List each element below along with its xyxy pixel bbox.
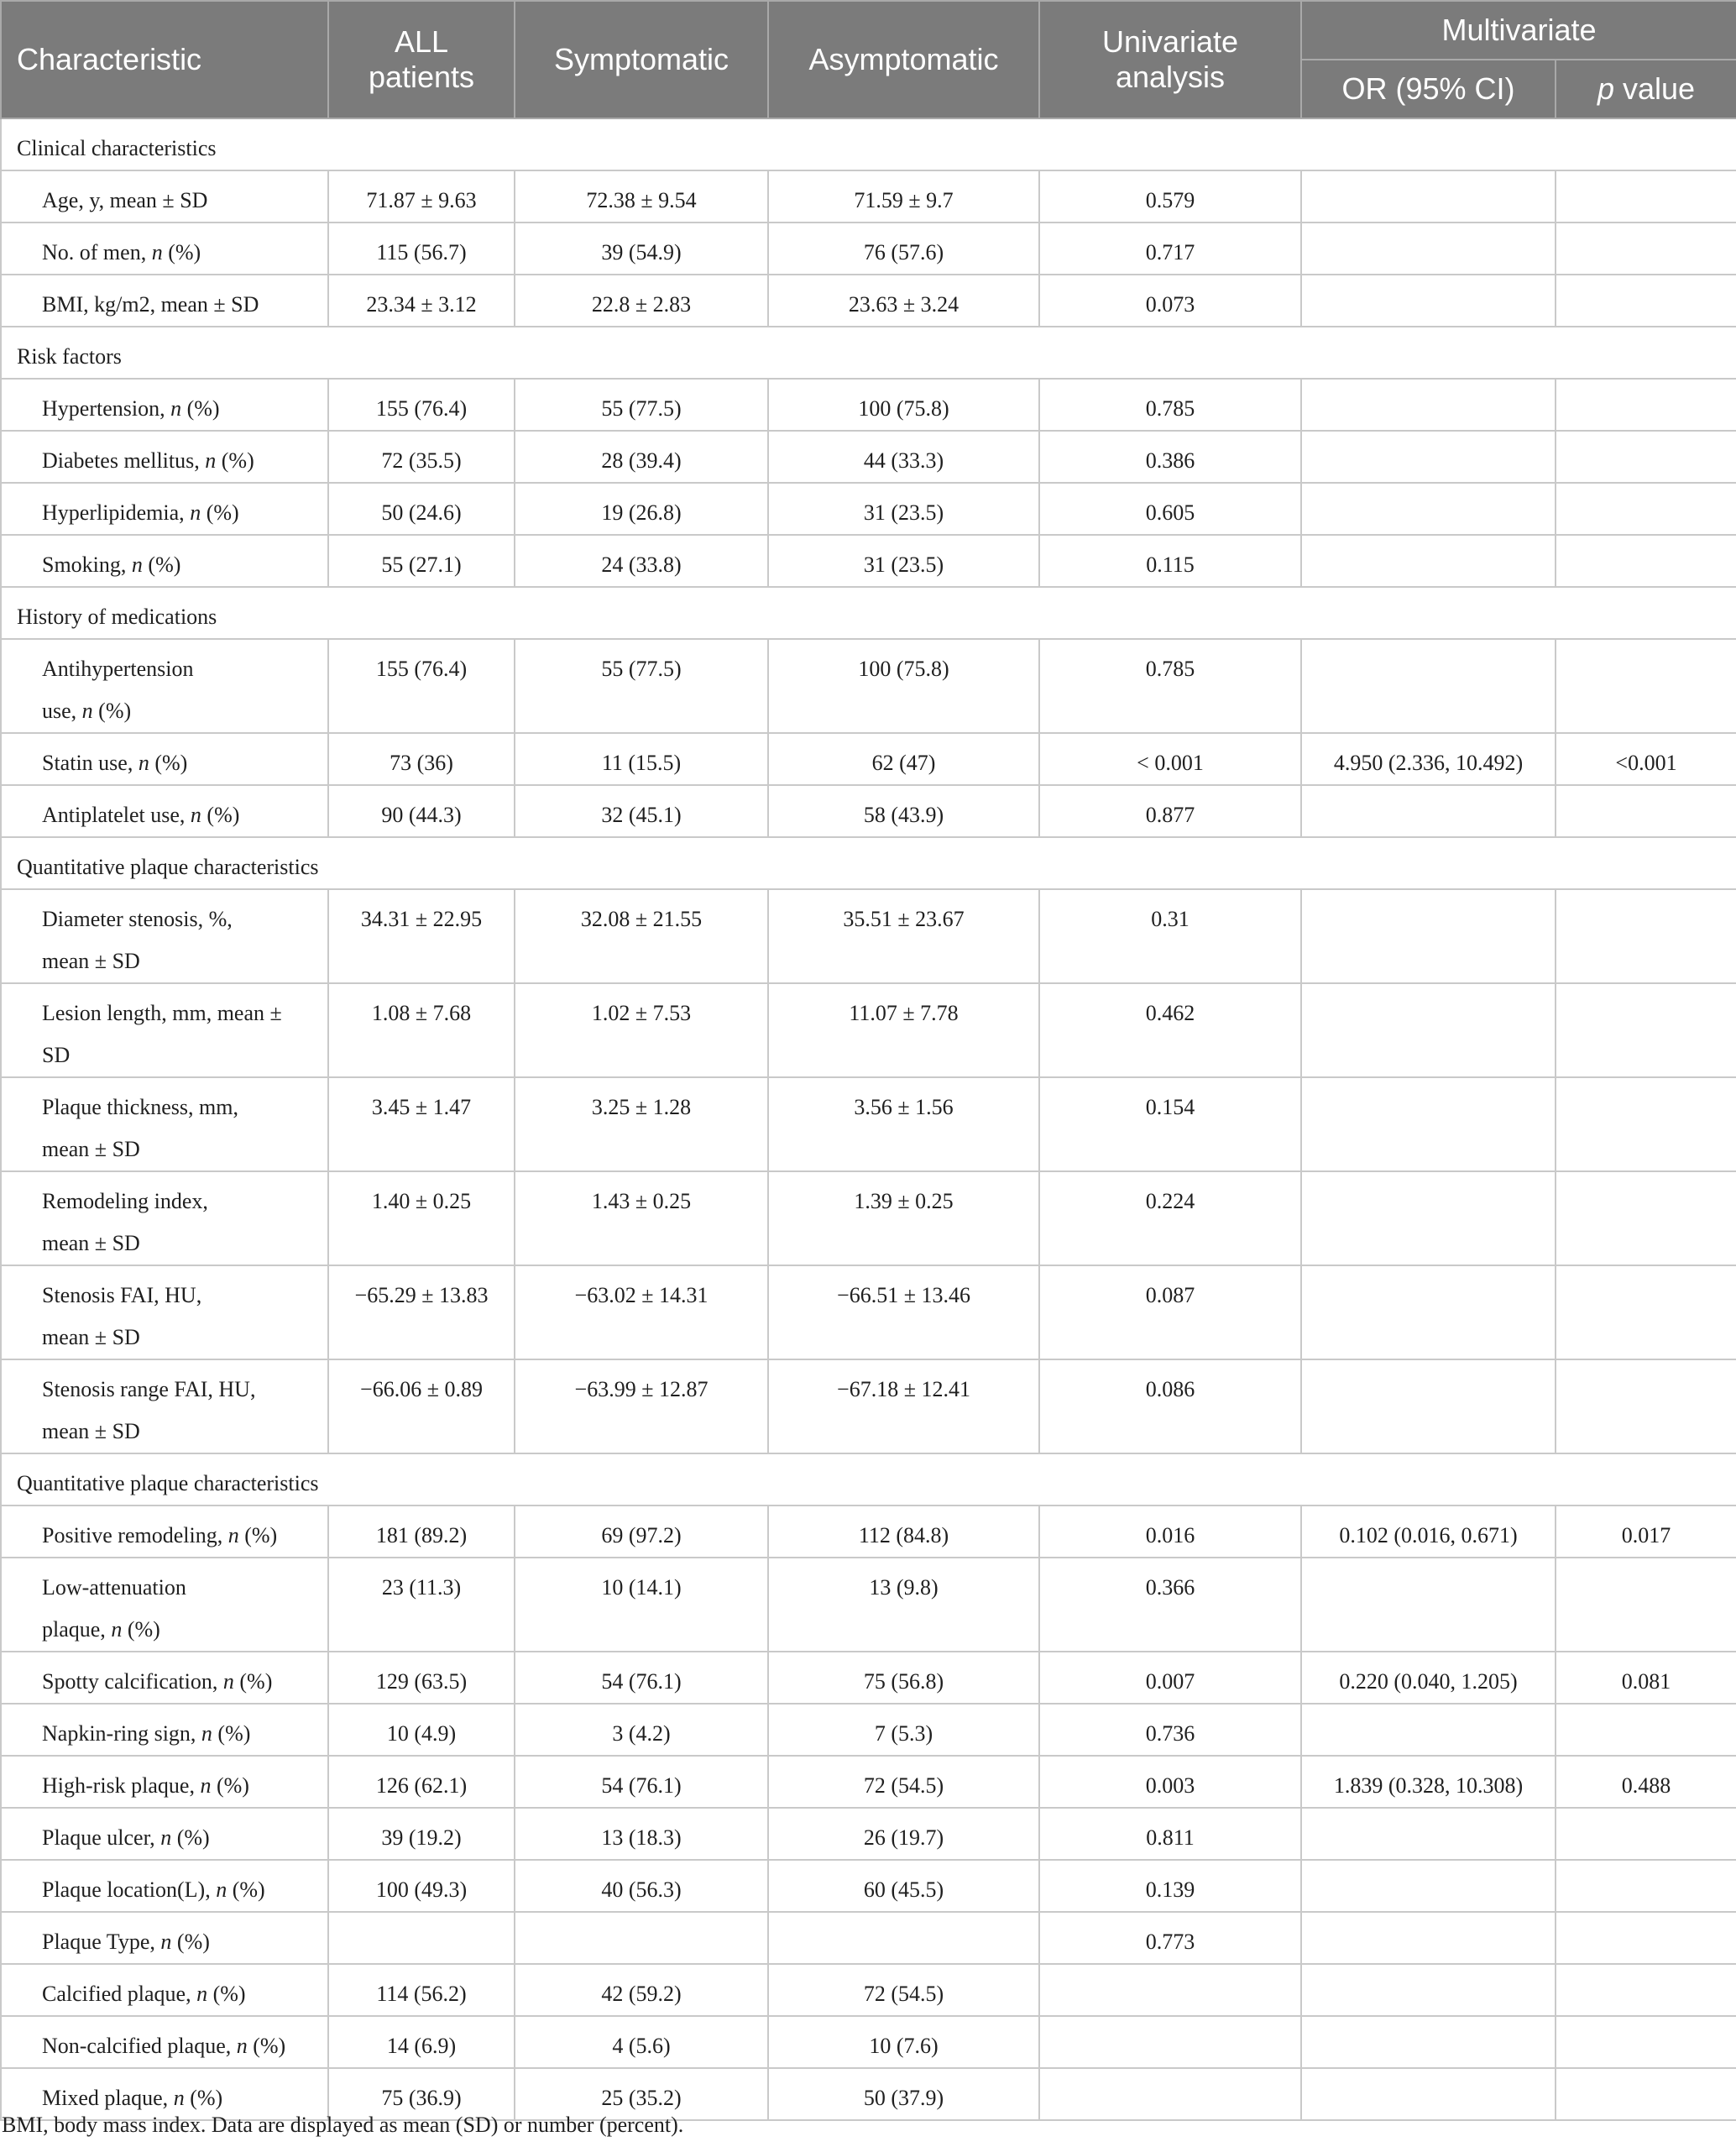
header-asymptomatic: Asymptomatic [768,1,1039,118]
cell-asymptomatic: −66.51 ± 13.46 [768,1265,1039,1359]
cell-symptomatic: 22.8 ± 2.83 [515,275,768,327]
table-row [1,1912,1736,1964]
cell-all-patients: 100 (49.3) [328,1860,515,1912]
section-row [1,118,1736,170]
cell-asymptomatic: 72 (54.5) [768,1964,1039,2016]
cell-symptomatic [515,1912,768,1964]
section-row [1,837,1736,889]
cell-symptomatic: 39 (54.9) [515,223,768,275]
cell-symptomatic: −63.99 ± 12.87 [515,1359,768,1453]
cell-p-value [1556,2068,1736,2120]
cell-univariate: 0.154 [1039,1077,1301,1171]
cell-univariate [1039,2068,1301,2120]
row-label [1,1171,328,1265]
cell-or-ci [1301,983,1556,1077]
cell-all-patients: 1.40 ± 0.25 [328,1171,515,1265]
cell-or-ci [1301,1077,1556,1171]
row-label: Mixed plaque, n (%) [1,2068,328,2120]
row-label-line-2: mean ± SD [42,1419,140,1443]
cell-univariate [1039,2016,1301,2068]
cell-univariate: 0.462 [1039,983,1301,1077]
section-title: Quantitative plaque characteristics [1,837,1736,889]
cell-univariate: 0.877 [1039,785,1301,837]
cell-univariate: 0.386 [1039,431,1301,483]
cell-symptomatic: 72.38 ± 9.54 [515,170,768,223]
row-label-line-1: Remodeling index, [42,1189,208,1213]
cell-p-value [1556,1912,1736,1964]
cell-or-ci [1301,275,1556,327]
cell-symptomatic: 13 (18.3) [515,1808,768,1860]
section-row [1,327,1736,379]
cell-asymptomatic: 112 (84.8) [768,1506,1039,1558]
cell-p-value [1556,275,1736,327]
cell-asymptomatic: 10 (7.6) [768,2016,1039,2068]
row-label: Positive remodeling, n (%) [1,1506,328,1558]
cell-p-value [1556,379,1736,431]
cell-all-patients: 72 (35.5) [328,431,515,483]
cell-all-patients: 23 (11.3) [328,1558,515,1652]
cell-univariate: 0.785 [1039,379,1301,431]
cell-asymptomatic: 60 (45.5) [768,1860,1039,1912]
cell-symptomatic: 19 (26.8) [515,483,768,535]
table-row [1,1964,1736,2016]
header-p-rest: value [1613,71,1696,106]
cell-or-ci [1301,2016,1556,2068]
cell-symptomatic: 54 (76.1) [515,1652,768,1704]
cell-or-ci [1301,1704,1556,1756]
row-label: Non-calcified plaque, n (%) [1,2016,328,2068]
cell-p-value [1556,983,1736,1077]
section-row [1,587,1736,639]
cell-or-ci [1301,1359,1556,1453]
cell-p-value: 0.017 [1556,1506,1736,1558]
cell-all-patients: 55 (27.1) [328,535,515,587]
cell-asymptomatic: 11.07 ± 7.78 [768,983,1039,1077]
cell-univariate: 0.605 [1039,483,1301,535]
cell-all-patients: 23.34 ± 3.12 [328,275,515,327]
cell-all-patients: 50 (24.6) [328,483,515,535]
row-label: Age, y, mean ± SD [1,170,328,223]
row-label-line-2: SD [42,1043,71,1067]
row-label: Plaque location(L), n (%) [1,1860,328,1912]
cell-p-value [1556,1964,1736,2016]
cell-symptomatic: 55 (77.5) [515,379,768,431]
cell-univariate: 0.773 [1039,1912,1301,1964]
cell-univariate: 0.579 [1039,170,1301,223]
table-row [1,1359,1736,1453]
row-label [1,1359,328,1453]
cell-or-ci: 0.102 (0.016, 0.671) [1301,1506,1556,1558]
cell-or-ci [1301,170,1556,223]
cell-all-patients: 1.08 ± 7.68 [328,983,515,1077]
cell-univariate: 0.31 [1039,889,1301,983]
cell-univariate: 0.224 [1039,1171,1301,1265]
table-row [1,431,1736,483]
cell-symptomatic: 3.25 ± 1.28 [515,1077,768,1171]
cell-symptomatic: 55 (77.5) [515,639,768,733]
cell-p-value [1556,1860,1736,1912]
cell-all-patients: 115 (56.7) [328,223,515,275]
cell-asymptomatic: 58 (43.9) [768,785,1039,837]
cell-asymptomatic: 100 (75.8) [768,639,1039,733]
cell-p-value: <0.001 [1556,733,1736,785]
row-label: Plaque Type, n (%) [1,1912,328,1964]
cell-univariate: 0.115 [1039,535,1301,587]
row-label [1,1077,328,1171]
cell-univariate: 0.086 [1039,1359,1301,1453]
table-row [1,1506,1736,1558]
cell-all-patients: 75 (36.9) [328,2068,515,2120]
table-row [1,889,1736,983]
row-label-line-1: Low-attenuation [42,1575,186,1600]
cell-all-patients: 71.87 ± 9.63 [328,170,515,223]
cell-asymptomatic: 23.63 ± 3.24 [768,275,1039,327]
row-label-line-1: Stenosis FAI, HU, [42,1283,202,1307]
cell-univariate: 0.785 [1039,639,1301,733]
cell-or-ci: 4.950 (2.336, 10.492) [1301,733,1556,785]
cell-p-value [1556,889,1736,983]
row-label [1,639,328,733]
cell-p-value [1556,170,1736,223]
cell-asymptomatic: 3.56 ± 1.56 [768,1077,1039,1171]
table-header [1,1,1736,118]
section-title: Risk factors [1,327,1736,379]
cell-all-patients: −65.29 ± 13.83 [328,1265,515,1359]
cell-or-ci [1301,1912,1556,1964]
table-row [1,1558,1736,1652]
row-label: Antiplatelet use, n (%) [1,785,328,837]
cell-asymptomatic: 76 (57.6) [768,223,1039,275]
table-row [1,1860,1736,1912]
cell-or-ci [1301,223,1556,275]
cell-symptomatic: 10 (14.1) [515,1558,768,1652]
cell-symptomatic: 3 (4.2) [515,1704,768,1756]
table-row [1,2016,1736,2068]
cell-all-patients: −66.06 ± 0.89 [328,1359,515,1453]
row-label-line-1: Lesion length, mm, mean ± [42,1001,282,1025]
cell-symptomatic: 32.08 ± 21.55 [515,889,768,983]
cell-symptomatic: 24 (33.8) [515,535,768,587]
cell-symptomatic: 11 (15.5) [515,733,768,785]
cell-p-value [1556,1077,1736,1171]
table-row [1,1756,1736,1808]
row-label [1,1558,328,1652]
cell-asymptomatic: 62 (47) [768,733,1039,785]
header-p-value [1556,60,1736,118]
header-p-italic: p [1597,71,1614,106]
cell-asymptomatic: 44 (33.3) [768,431,1039,483]
cell-symptomatic: −63.02 ± 14.31 [515,1265,768,1359]
cell-all-patients: 155 (76.4) [328,379,515,431]
cell-univariate: 0.003 [1039,1756,1301,1808]
cell-symptomatic: 54 (76.1) [515,1756,768,1808]
row-label [1,889,328,983]
cell-or-ci [1301,639,1556,733]
cell-asymptomatic: 31 (23.5) [768,535,1039,587]
cell-all-patients: 39 (19.2) [328,1808,515,1860]
cell-all-patients: 126 (62.1) [328,1756,515,1808]
row-label: Smoking, n (%) [1,535,328,587]
cell-asymptomatic: 100 (75.8) [768,379,1039,431]
cell-all-patients [328,1912,515,1964]
cell-p-value [1556,1558,1736,1652]
row-label: Plaque ulcer, n (%) [1,1808,328,1860]
cell-symptomatic: 4 (5.6) [515,2016,768,2068]
cell-all-patients: 3.45 ± 1.47 [328,1077,515,1171]
cell-univariate: 0.007 [1039,1652,1301,1704]
cell-p-value [1556,483,1736,535]
cell-asymptomatic: 31 (23.5) [768,483,1039,535]
cell-asymptomatic: 1.39 ± 0.25 [768,1171,1039,1265]
cell-univariate: 0.139 [1039,1860,1301,1912]
cell-all-patients: 34.31 ± 22.95 [328,889,515,983]
cell-or-ci [1301,431,1556,483]
header-or-ci: OR (95% CI) [1301,60,1556,118]
cell-or-ci [1301,785,1556,837]
cell-p-value: 0.488 [1556,1756,1736,1808]
cell-univariate: < 0.001 [1039,733,1301,785]
cell-univariate: 0.736 [1039,1704,1301,1756]
table-row [1,639,1736,733]
table-row [1,785,1736,837]
section-title: History of medications [1,587,1736,639]
cell-or-ci [1301,2068,1556,2120]
section-title: Quantitative plaque characteristics [1,1453,1736,1506]
cell-univariate: 0.811 [1039,1808,1301,1860]
cell-or-ci: 1.839 (0.328, 10.308) [1301,1756,1556,1808]
cell-asymptomatic: 50 (37.9) [768,2068,1039,2120]
table-row [1,1265,1736,1359]
row-label-line-2: use, n (%) [42,699,132,723]
cell-all-patients: 114 (56.2) [328,1964,515,2016]
row-label [1,1265,328,1359]
cell-p-value [1556,1171,1736,1265]
cell-p-value [1556,1359,1736,1453]
table-row [1,983,1736,1077]
cell-p-value [1556,1704,1736,1756]
section-row [1,1453,1736,1506]
header-symptomatic: Symptomatic [515,1,768,118]
row-label-line-1: Antihypertension [42,657,194,681]
table-row [1,535,1736,587]
header-multivariate: Multivariate [1301,1,1736,60]
cell-or-ci [1301,1964,1556,2016]
row-label: Napkin-ring sign, n (%) [1,1704,328,1756]
cell-p-value [1556,639,1736,733]
cell-symptomatic: 28 (39.4) [515,431,768,483]
cell-all-patients: 181 (89.2) [328,1506,515,1558]
table-row [1,1171,1736,1265]
row-label-line-2: mean ± SD [42,1325,140,1349]
cell-asymptomatic: 72 (54.5) [768,1756,1039,1808]
row-label-line-1: Stenosis range FAI, HU, [42,1377,256,1401]
table-row [1,379,1736,431]
cell-or-ci [1301,379,1556,431]
cell-p-value [1556,2016,1736,2068]
cell-p-value [1556,223,1736,275]
cell-asymptomatic: 13 (9.8) [768,1558,1039,1652]
table-row [1,275,1736,327]
table-row [1,733,1736,785]
row-label: High-risk plaque, n (%) [1,1756,328,1808]
cell-symptomatic: 25 (35.2) [515,2068,768,2120]
table-row [1,1077,1736,1171]
row-label: Calcified plaque, n (%) [1,1964,328,2016]
row-label: BMI, kg/m2, mean ± SD [1,275,328,327]
header-univariate: Univariate analysis [1039,1,1301,118]
header-all-patients: ALL patients [328,1,515,118]
cell-all-patients: 129 (63.5) [328,1652,515,1704]
cell-or-ci [1301,1558,1556,1652]
cell-p-value [1556,431,1736,483]
row-label: No. of men, n (%) [1,223,328,275]
cell-asymptomatic: 26 (19.7) [768,1808,1039,1860]
cell-asymptomatic: 71.59 ± 9.7 [768,170,1039,223]
section-title: Clinical characteristics [1,118,1736,170]
row-label-line-1: Diameter stenosis, %, [42,907,233,931]
cell-or-ci [1301,483,1556,535]
cell-p-value [1556,785,1736,837]
cell-symptomatic: 1.02 ± 7.53 [515,983,768,1077]
cell-or-ci [1301,1808,1556,1860]
cell-asymptomatic [768,1912,1039,1964]
cell-univariate: 0.366 [1039,1558,1301,1652]
row-label-line-1: Plaque thickness, mm, [42,1095,238,1119]
row-label: Statin use, n (%) [1,733,328,785]
row-label-line-2: plaque, n (%) [42,1617,160,1642]
cell-symptomatic: 40 (56.3) [515,1860,768,1912]
cell-symptomatic: 32 (45.1) [515,785,768,837]
cell-asymptomatic: 35.51 ± 23.67 [768,889,1039,983]
cell-or-ci [1301,535,1556,587]
row-label: Diabetes mellitus, n (%) [1,431,328,483]
cell-or-ci [1301,889,1556,983]
cell-p-value [1556,1808,1736,1860]
cell-or-ci: 0.220 (0.040, 1.205) [1301,1652,1556,1704]
cell-all-patients: 73 (36) [328,733,515,785]
table-row [1,1652,1736,1704]
table-row [1,1704,1736,1756]
cell-asymptomatic: −67.18 ± 12.41 [768,1359,1039,1453]
table-footnote: BMI, body mass index. Data are displayed as mean (SD) or number (percent). [2,2113,684,2137]
cell-p-value: 0.081 [1556,1652,1736,1704]
cell-symptomatic: 42 (59.2) [515,1964,768,2016]
table-row [1,483,1736,535]
cell-symptomatic: 1.43 ± 0.25 [515,1171,768,1265]
cell-univariate: 0.087 [1039,1265,1301,1359]
cell-all-patients: 14 (6.9) [328,2016,515,2068]
cell-univariate [1039,1964,1301,2016]
cell-univariate: 0.016 [1039,1506,1301,1558]
cell-univariate: 0.073 [1039,275,1301,327]
cell-or-ci [1301,1860,1556,1912]
row-label-line-2: mean ± SD [42,1137,140,1161]
header-characteristic: Characteristic [1,1,328,118]
row-label-line-2: mean ± SD [42,949,140,973]
cell-asymptomatic: 7 (5.3) [768,1704,1039,1756]
cell-univariate: 0.717 [1039,223,1301,275]
table-row [1,223,1736,275]
table-body [1,118,1736,2120]
cell-or-ci [1301,1265,1556,1359]
cell-asymptomatic: 75 (56.8) [768,1652,1039,1704]
cell-or-ci [1301,1171,1556,1265]
cell-all-patients: 90 (44.3) [328,785,515,837]
cell-symptomatic: 69 (97.2) [515,1506,768,1558]
table-row [1,1808,1736,1860]
row-label: Spotty calcification, n (%) [1,1652,328,1704]
cell-all-patients: 10 (4.9) [328,1704,515,1756]
table-row [1,170,1736,223]
row-label [1,983,328,1077]
cell-all-patients: 155 (76.4) [328,639,515,733]
row-label-line-2: mean ± SD [42,1231,140,1255]
cell-p-value [1556,1265,1736,1359]
cell-p-value [1556,535,1736,587]
row-label: Hypertension, n (%) [1,379,328,431]
row-label: Hyperlipidemia, n (%) [1,483,328,535]
